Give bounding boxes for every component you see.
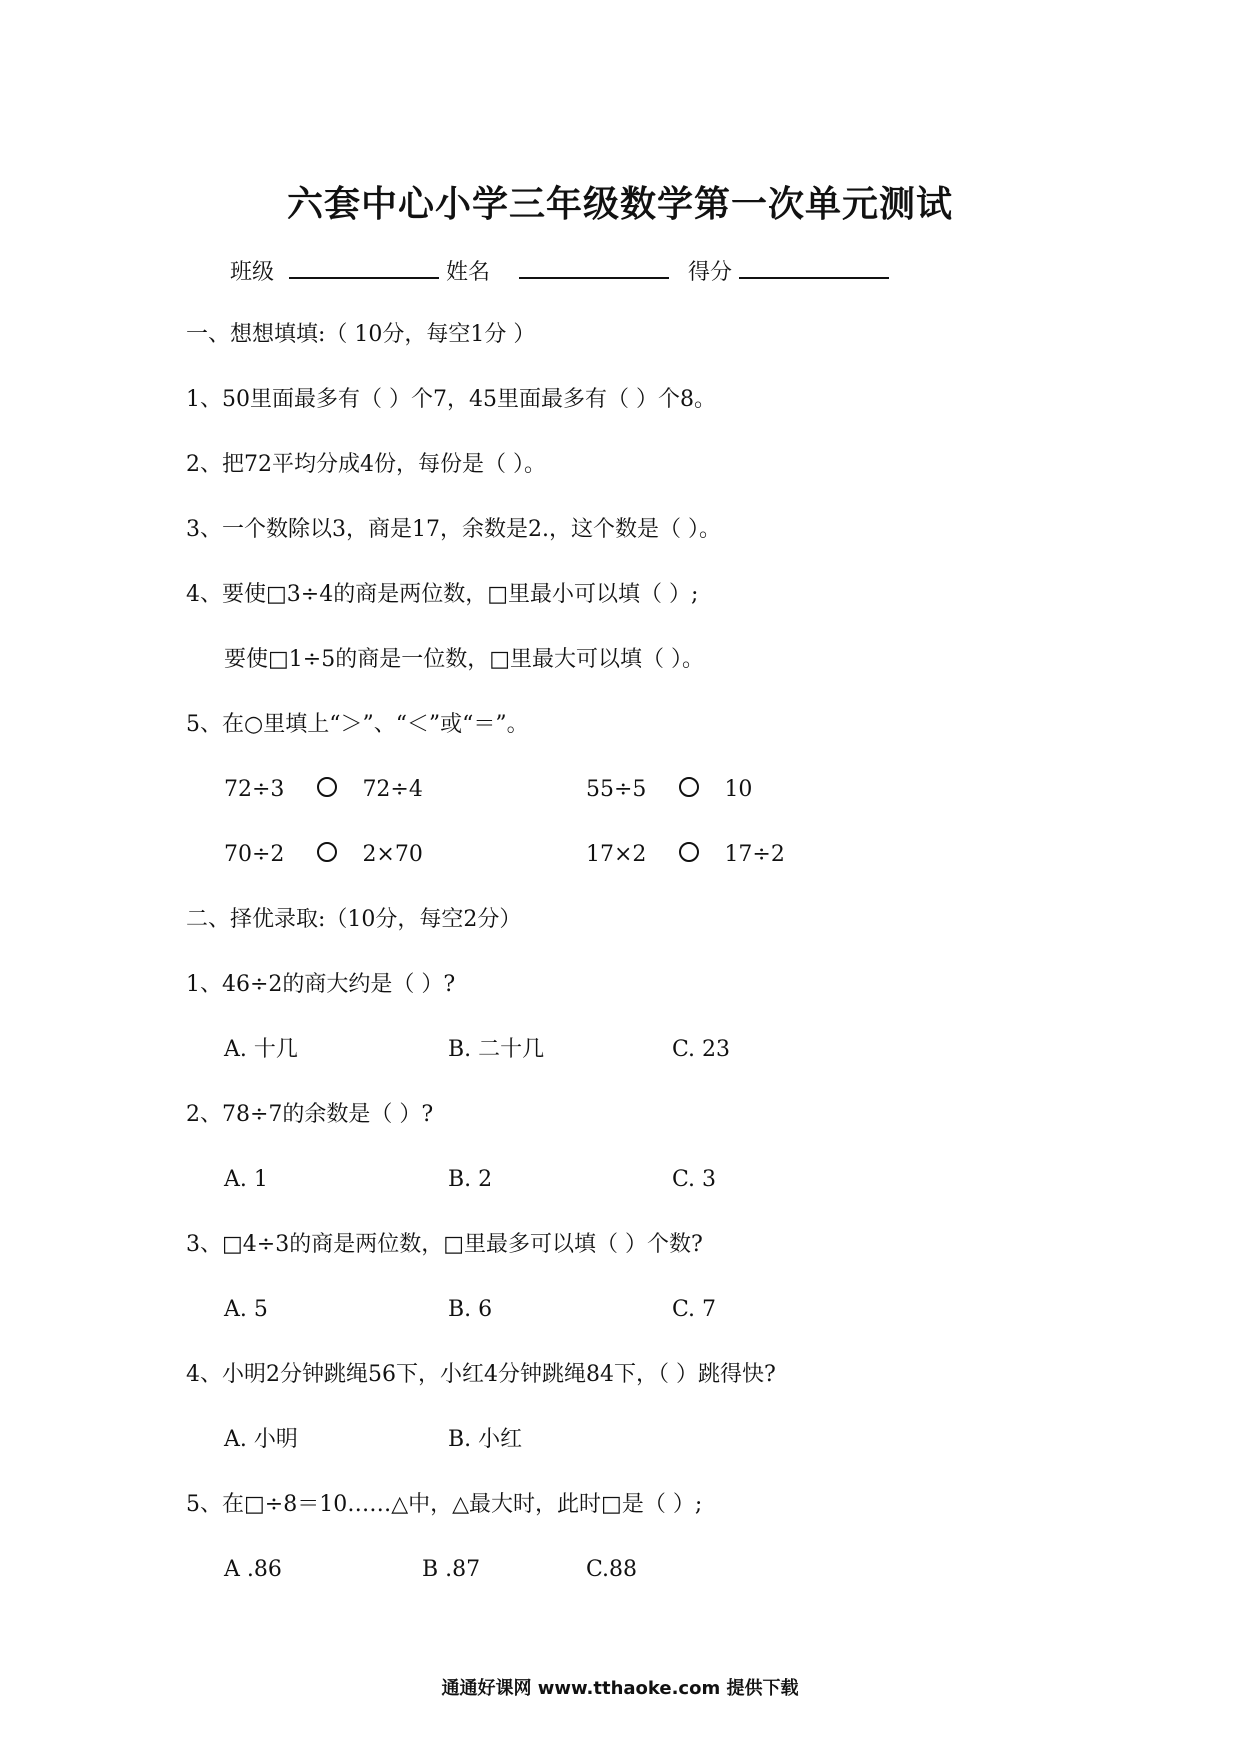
compare-right: 2×70 xyxy=(362,842,423,867)
option-b[interactable]: B. 6 xyxy=(448,1297,493,1322)
option-c[interactable]: C. 23 xyxy=(672,1037,731,1062)
option-b[interactable]: B. 二十几 xyxy=(448,1037,545,1062)
compare-left: 72÷3 xyxy=(224,777,285,802)
s1-question-2: 2、把72平均分成4份，每份是（ ）。 xyxy=(186,452,546,477)
exam-title: 六套中心小学三年级数学第一次单元测试 xyxy=(286,184,953,225)
s1-question-4b: 要使□1÷5的商是一位数，□里最大可以填（ ）。 xyxy=(224,647,704,672)
name-blank[interactable] xyxy=(519,255,669,279)
compare-circle-icon[interactable] xyxy=(679,842,699,862)
option-b[interactable]: B. 小红 xyxy=(448,1427,523,1452)
class-blank[interactable] xyxy=(289,255,439,279)
score-blank[interactable] xyxy=(739,255,889,279)
compare-circle-icon[interactable] xyxy=(317,777,337,797)
s2-question-4: 4、小明2分钟跳绳56下，小红4分钟跳绳84下，（ ）跳得快? xyxy=(186,1362,776,1387)
compare-item xyxy=(224,840,423,870)
option-a[interactable]: A. 十几 xyxy=(224,1037,298,1062)
class-label: 班级 xyxy=(230,260,275,285)
s2-question-5: 5、在□÷8＝10……△中，△最大时，此时□是（ ）; xyxy=(186,1492,703,1517)
s2-question-3: 3、□4÷3的商是两位数，□里最多可以填（ ）个数? xyxy=(186,1232,703,1257)
footer-credit: 通通好课网 www.tthaoke.com 提供下载 xyxy=(441,1678,799,1699)
s2-question-2: 2、78÷7的余数是（ ）? xyxy=(186,1102,434,1127)
s1-question-3: 3、一个数除以3，商是17，余数是2.，这个数是（ ）。 xyxy=(186,517,721,542)
compare-item xyxy=(224,775,423,805)
option-a[interactable]: A. 1 xyxy=(224,1167,268,1192)
option-b[interactable]: B .87 xyxy=(422,1557,481,1582)
option-b[interactable]: B. 2 xyxy=(448,1167,493,1192)
s1-question-5: 5、在○里填上“＞”、“＜”或“＝”。 xyxy=(186,712,529,737)
compare-item xyxy=(586,840,785,870)
compare-circle-icon[interactable] xyxy=(317,842,337,862)
s1-question-1: 1、50里面最多有（ ）个7，45里面最多有（ ）个8。 xyxy=(186,387,716,412)
section1-heading: 一、想想填填:（ 10分，每空1分 ） xyxy=(186,322,536,347)
option-a[interactable]: A. 5 xyxy=(224,1297,268,1322)
compare-right: 72÷4 xyxy=(362,777,423,802)
compare-left: 55÷5 xyxy=(586,777,647,802)
s2-question-1: 1、46÷2的商大约是（ ）? xyxy=(186,972,456,997)
student-info-row xyxy=(230,255,889,288)
name-label: 姓名 xyxy=(446,260,491,285)
score-label: 得分 xyxy=(688,260,733,285)
option-c[interactable]: C. 3 xyxy=(672,1167,717,1192)
option-c[interactable]: C.88 xyxy=(586,1557,638,1582)
option-a[interactable]: A. 小明 xyxy=(224,1427,298,1452)
compare-left: 70÷2 xyxy=(224,842,285,867)
section2-heading: 二、择优录取:（10分，每空2分） xyxy=(186,907,522,932)
compare-right: 17÷2 xyxy=(724,842,785,867)
s1-question-4a: 4、要使□3÷4的商是两位数，□里最小可以填（ ）; xyxy=(186,582,699,607)
compare-item xyxy=(586,775,752,805)
option-a[interactable]: A .86 xyxy=(224,1557,282,1582)
compare-right: 10 xyxy=(724,777,753,802)
option-c[interactable]: C. 7 xyxy=(672,1297,717,1322)
compare-left: 17×2 xyxy=(586,842,647,867)
compare-circle-icon[interactable] xyxy=(679,777,699,797)
